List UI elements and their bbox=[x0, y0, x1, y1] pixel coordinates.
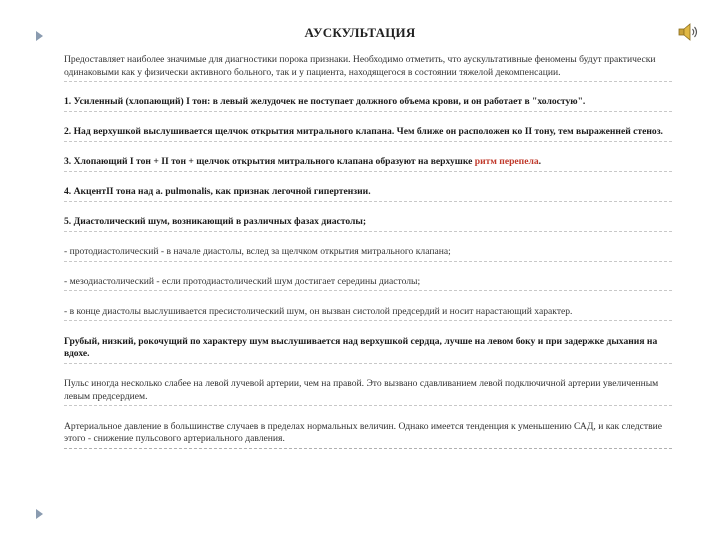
slide-content bbox=[64, 54, 672, 463]
intro-paragraph: Предоставляет наиболее значимые для диагностики порока признаки. Необходимо отметить, что аускультативные феномены будут практически одинаковыми как у физически активного больного, так и у пациента, находящегося в состоянии тяжелой декомпенсации. bbox=[64, 54, 672, 82]
quail-rhythm-term: ритм перепела bbox=[474, 156, 539, 168]
paragraph-10: Пульс иногда несколько слабее на левой лучевой артерии, чем на правой. Это вызвано сдавливанием левой подключичной артерии увеличенным левым предсердием. bbox=[64, 378, 672, 406]
paragraph-3-text: 3. Хлопающий I тон + II тон + щелчок открытия митрального клапана образуют на верхушке bbox=[64, 156, 475, 168]
paragraph-1: 1. Усиленный (хлопающий) I тон: в левый желудочек не поступает должного объема крови, и он работает в "холостую". bbox=[64, 96, 672, 112]
paragraph-5: 5. Диастолический шум, возникающий в различных фазах диастолы; bbox=[64, 216, 672, 232]
triangle-bullet-icon bbox=[36, 31, 43, 41]
paragraph-2: 2. Над верхушкой выслушивается щелчок открытия митрального клапана. Чем ближе он расположен ко II тону, тем выраженней стеноз. bbox=[64, 126, 672, 142]
paragraph-9: Грубый, низкий, рокочущий по характеру шум выслушивается над верхушкой сердца, лучше на левом боку и при задержке дыхания на вдохе. bbox=[64, 336, 672, 364]
paragraph-3 bbox=[64, 156, 672, 172]
paragraph-11: Артериальное давление в большинстве случаев в пределах нормальных величин. Однако имеется тенденция к уменьшению САД, и как следствие этого - снижение пульсового артериального давления. bbox=[64, 421, 672, 449]
paragraph-6: - протодиастолический - в начале диастолы, вслед за щелчком открытия митрального клапана; bbox=[64, 246, 672, 262]
triangle-bullet-icon bbox=[36, 509, 43, 519]
page-title: АУСКУЛЬТАЦИЯ bbox=[304, 25, 416, 40]
paragraph-3-end: . bbox=[538, 156, 542, 168]
speaker-icon[interactable] bbox=[678, 22, 700, 42]
paragraph-7: - мезодиастолический - если протодиастолический шум достигает середины диастолы; bbox=[64, 276, 672, 292]
paragraph-4: 4. АкцентII тона над a. pulmonalis, как признак легочной гипертензии. bbox=[64, 186, 672, 202]
paragraph-8: - в конце диастолы выслушивается пресистолический шум, он вызван систолой предсердий и носит нарастающий характер. bbox=[64, 306, 672, 322]
